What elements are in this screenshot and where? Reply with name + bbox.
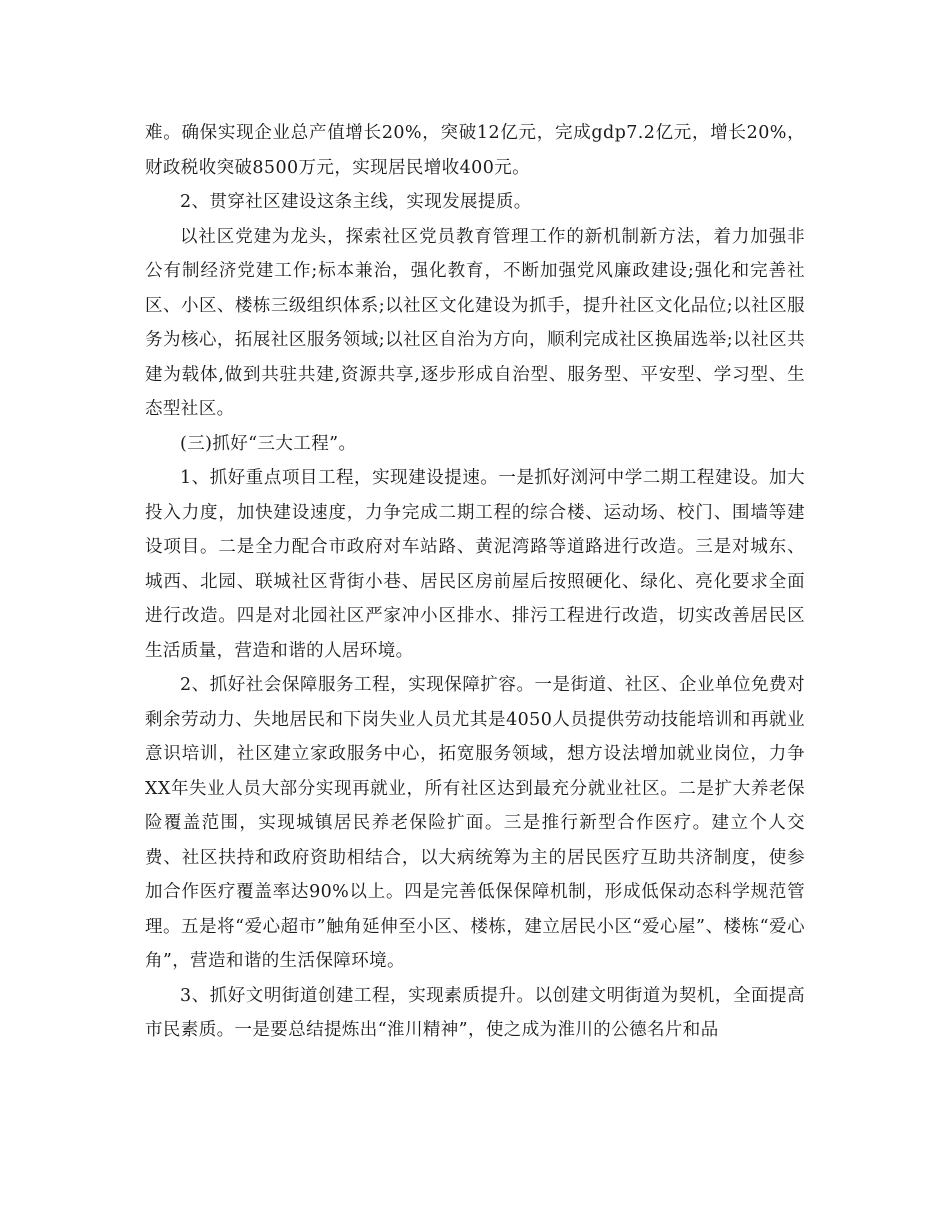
paragraph-3: 以社区党建为龙头，探索社区党员教育管理工作的新机制新方法，着力加强非公有制经济党建工作;标本兼治，强化教育，不断加强党风廉政建设;强化和完善社区、小区、楼栋三级组织体系;以社区文化建设为抓手，提升社区文化品位;以社区服务为核心，拓展社区服务领域;以社区自治为方向，顺利完成社区换届选举;以社区共建为载体,做到共驻共建,资源共享,逐步形成自治型、服务型、平安型、学习型、生态型社区。 [145,226,805,419]
document-body [145,116,805,1048]
paragraph-7: 3、抓好文明街道创建工程，实现素质提升。以创建文明街道为契机，全面提高市民素质。一是要总结提炼出“淮川精神”，使之成为淮川的公德名片和品 [145,985,805,1040]
paragraph-1: 难。确保实现企业总产值增长20%，突破12亿元，完成gdp7.2亿元，增长20%，财政税收突破8500万元，实现居民增收400元。 [145,123,805,178]
section-heading-three-projects: (三)抓好“三大工程”。 [180,433,357,454]
paragraph-6: 2、抓好社会保障服务工程，实现保障扩容。一是街道、社区、企业单位免费对剩余劳动力、失地居民和下岗失业人员尤其是4050人员提供劳动技能培训和再就业意识培训，社区建立家政服务中心，拓宽服务领域，想方设法增加就业岗位，力争XX年失业人员大部分实现再就业，所有社区达到最充分就业社区。二是扩大养老保险覆盖范围，实现城镇居民养老保险扩面。三是推行新型合作医疗。建立个人交费、社区扶持和政府资助相结合，以大病统筹为主的居民医疗互助共济制度，使参加合作医疗覆盖率达90%以上。四是完善低保保障机制，形成低保动态科学规范管理。五是将“爱心超市”触角延伸至小区、楼栋，建立居民小区“爱心屋”、楼栋“爱心角”，营造和谐的生活保障环境。 [145,675,805,971]
paragraph-2-heading: 2、贯穿社区建设这条主线，实现发展提质。 [180,192,532,212]
paragraph-5: 1、抓好重点项目工程，实现建设提速。一是抓好浏河中学二期工程建设。加大投入力度，加快建设速度，力争完成二期工程的综合楼、运动场、校门、围墙等建设项目。二是全力配合市政府对车站路、黄泥湾路等道路进行改造。三是对城东、城西、北园、联城社区背街小巷、居民区房前屋后按照硬化、绿化、亮化要求全面进行改造。四是对北园社区严家冲小区排水、排污工程进行改造，切实改善居民区生活质量，营造和谐的人居环境。 [145,468,805,661]
